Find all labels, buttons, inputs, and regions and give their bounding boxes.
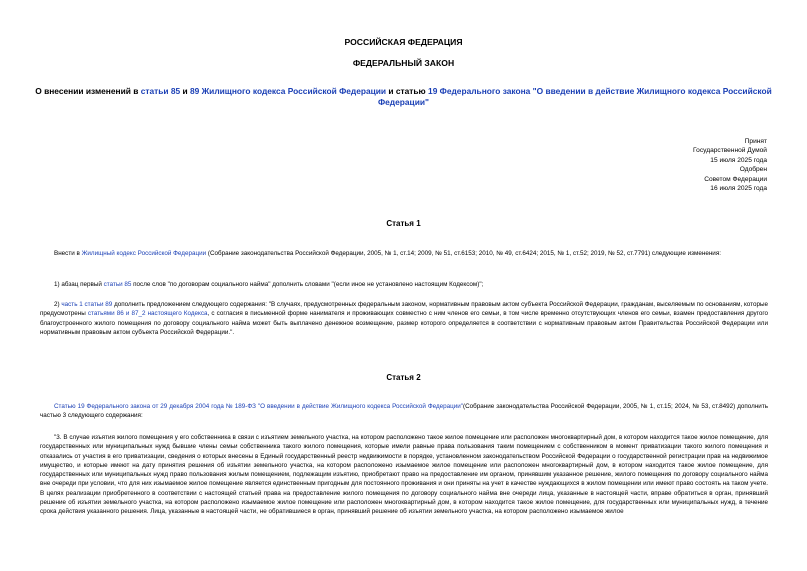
article-85-link[interactable]: статьи 85 (103, 281, 132, 288)
title-text-2: и (180, 86, 190, 96)
article-1-item-2 (40, 300, 768, 337)
article-1-heading: Статья 1 (386, 219, 421, 228)
adoption-line: 16 июля 2025 года (710, 185, 767, 193)
article-1-intro (40, 249, 768, 258)
country-heading: РОССИЙСКАЯ ФЕДЕРАЦИЯ (344, 37, 463, 47)
item-2-text-2: дополнить предложением следующего содержания: "В случаях, предусмотренных федеральным законом, нормативным правовым актом субъекта Российской Федерации, гражданам, выселяемым по основаниям, которые предусмотрены (40, 301, 769, 318)
article-1-intro-text-2: (Собрание законодательства Российской Федерации, 2005, № 1, ст.14; 2009, № 51, ст.6153; 2010, № 49, ст.6424; 2015, № 1, ст.52; 2019, № 52, ст.7791) следующие изменения: (206, 250, 721, 257)
item-2-text-3: , с согласия в письменной форме нанимателя и проживающих совместно с ним членов его семьи, в том числе временно отсутствующих членов его семьи, взамен предоставления другого благоустроенного жилого помещения по договору социального найма может быть выплачено денежное возмещение, размер которого определяется в соответствии с нормативным правовым актом Правительства Российской Федерации или нормативным правовым актом субъекта Российской Федерации.". (40, 310, 768, 336)
item-1-text: 1) абзац первый (54, 281, 104, 288)
adoption-line: 15 июля 2025 года (710, 156, 767, 164)
adoption-line: Одобрен (739, 166, 767, 174)
article-2-heading: Статья 2 (386, 373, 421, 382)
article-2-intro-text: (Собрание законодательства Российской Федерации, 2005, № 1, ст.15; 2024, № 53, ст.8492) дополнить частью 3 следующего содержания: (40, 403, 768, 420)
title-text-1: О внесении изменений в (35, 86, 141, 96)
title-link-fz-19[interactable]: 19 Федерального закона "О введении в действие Жилищного кодекса Российской Федерации" (378, 86, 772, 107)
fz-189-article-19-link[interactable]: Статью 19 Федерального закона от 29 декабря 2004 года № 189-ФЗ "О введении в действие Жилищного кодекса Российской Федерации" (54, 403, 464, 410)
law-type-heading: ФЕДЕРАЛЬНЫЙ ЗАКОН (352, 58, 455, 68)
title-text-3: и статью (386, 86, 429, 96)
adoption-line: Государственной Думой (693, 147, 767, 155)
housing-code-link[interactable]: Жилищный кодекс Российской Федерации (81, 250, 207, 257)
title-link-article-85[interactable]: статьи 85 (140, 86, 181, 96)
item-1-text-2: после слов "по договорам социального найма" дополнить словами "(если иное не установлено настоящим Кодексом)"; (131, 281, 484, 288)
article-89-part-1-link[interactable]: часть 1 статьи 89 (61, 301, 113, 308)
adoption-line: Советом Федерации (704, 175, 767, 183)
item-2-text: 2) (54, 301, 62, 308)
adoption-line: Принят (744, 138, 767, 145)
article-1-intro-text: Внести в (54, 250, 82, 257)
law-title (30, 86, 777, 108)
article-2-intro (40, 402, 768, 421)
article-1-item-1 (40, 280, 768, 289)
articles-86-87-link[interactable]: статьями 86 и 87_2 настоящего Кодекса (87, 310, 208, 318)
adoption-info (693, 137, 767, 193)
article-2-part-3: "3. В случае изъятия жилого помещения у его собственника в связи с изъятием земельного участка, на котором расположено такое жилое помещение или расположен многоквартирный дом, в котором находится такое жилое помещение, для государственных или муниципальных нужд бывшие члены семьи собственника такого жилого помещения, которые имели равные права пользования таким помещением с собственником в момент приватизации такого жилого помещения и отказались от участия в его приватизации, сведения о которых внесены в Единый государственный реестр недвижимости в порядке, установленном законодательством Российской Федерации о государственной регистрации прав на недвижимое имущество, и которые имеют на дату принятия решения об изъятии земельного участка, на котором расположено изымаемое жилое помещение или расположен многоквартирный дом, в котором находится такое жилое помещение, для государственных или муниципальных нужд право пользования жилым помещением, подлежащим изъятию, приобретают право на предоставление им органом, принявшим указанное решение, жилого помещения по договору социального найма вне очереди при условии, что для них изымаемое жилое помещение является единственным пригодным для постоянного проживания и они приняты на учет в качестве нуждающихся в жилом помещении или имеют право состоять на таком учете. В целях реализации приобретенного в соответствии с настоящей статьей права на предоставление жилого помещения по договору социального найма вне очереди лица, указанные в настоящей части, вправе обратиться в орган, принявший решение об изъятии земельного участка, на котором расположено изымаемое жилое помещение или расположен многоквартирный дом, в котором находится такое жилое помещение, для государственных или муниципальных нужд, в течение срока действия указанного решения. Лица, указанные в настоящей части, не обратившиеся в орган, принявший решение об изъятии земельного участка, на котором расположено изымаемое жилое (40, 434, 768, 516)
title-link-article-89[interactable]: 89 Жилищного кодекса Российской Федерации (189, 86, 387, 96)
